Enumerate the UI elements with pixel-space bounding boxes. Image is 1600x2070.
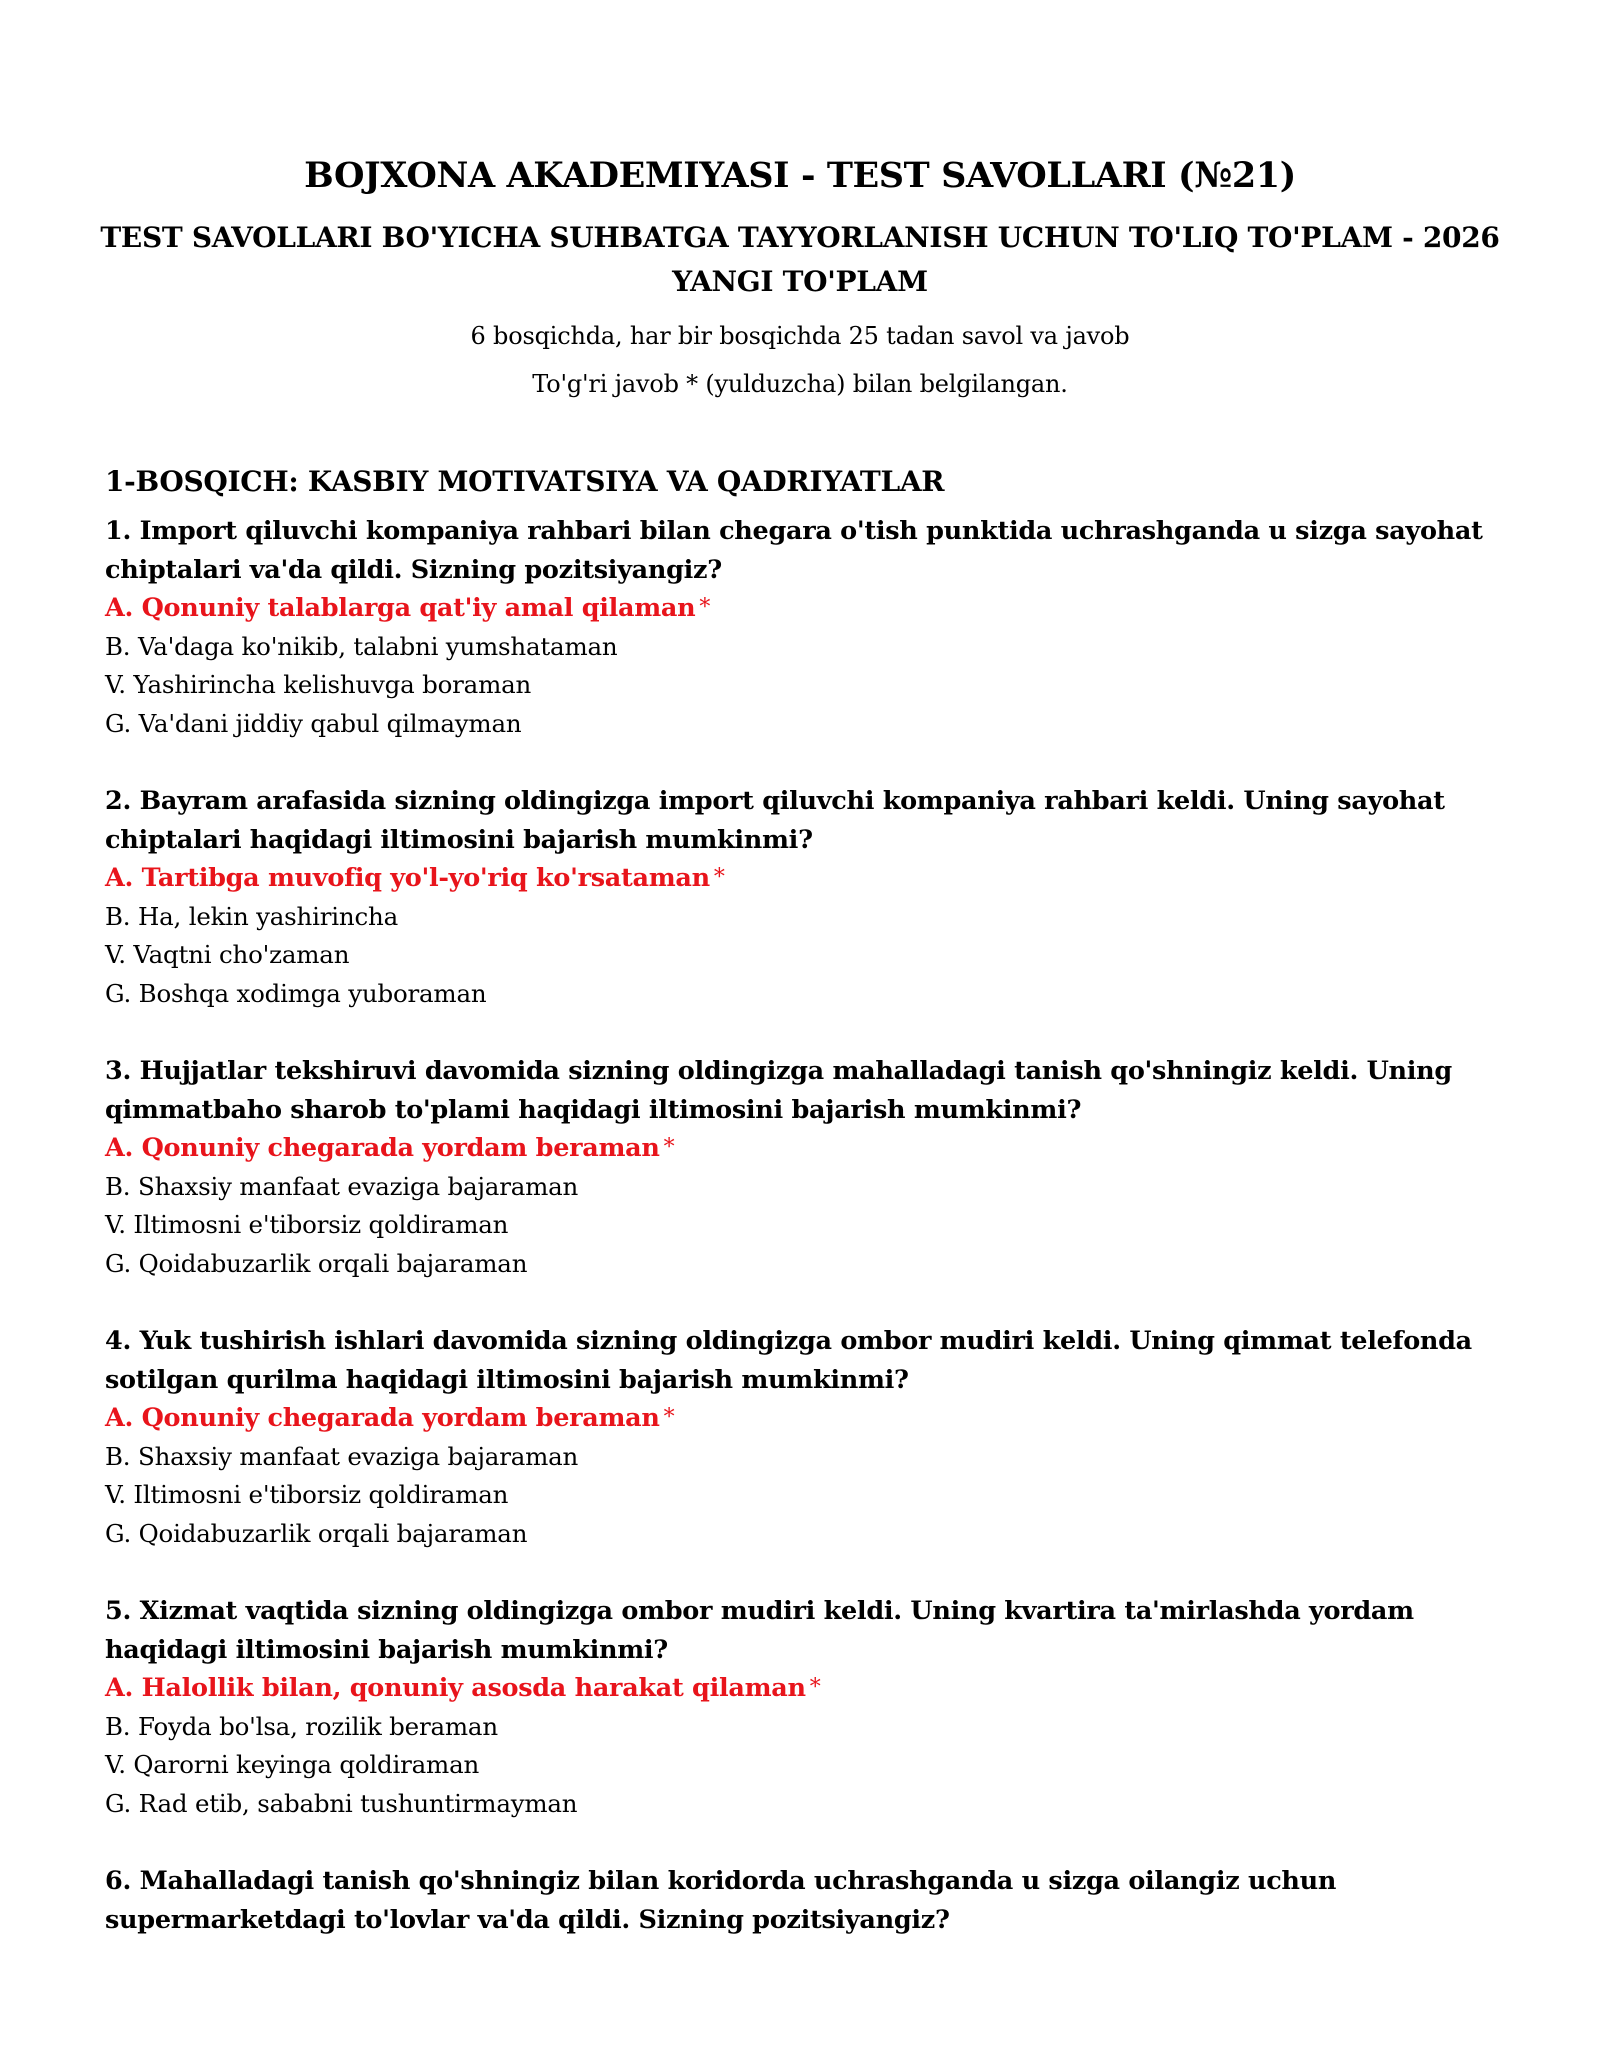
correct-answer-option [105,589,1505,628]
correct-marker: * [663,1135,675,1160]
question-text: 4. Yuk tushirish ishlari davomida sizning oldingizga ombor mudiri keldi. Uning qimmat telefonda sotilgan qurilma haqidagi iltimosini bajarish mumkinmi? [105,1326,1472,1395]
correct-marker: * [663,1405,675,1430]
question-text: 1. Import qiluvchi kompaniya rahbari bilan chegara o'tish punktida uchrashganda u sizga sayohat chiptalari va'da qildi. Sizning pozitsiyangiz? [105,516,1483,585]
correct-answer-option [105,1669,1505,1708]
answer-option: V. Iltimosni e'tiborsiz qoldiraman [105,1480,509,1509]
option-label: A. Qonuniy talablarga qat'iy amal qilaman [105,593,696,623]
question-text: 3. Hujjatlar tekshiruvi davomida sizning oldingizga mahalladagi tanish qo'shningiz keldi. Uning qimmatbaho sharob to'plami haqidagi iltimosini bajarish mumkinmi? [105,1056,1452,1125]
option-label: A. Halollik bilan, qonuniy asosda harakat qilaman [105,1673,806,1703]
correct-answer-option [105,859,1505,898]
answer-option: B. Va'daga ko'nikib, talabni yumshataman [105,631,618,661]
answer-option: B. Shaxsiy manfaat evaziga bajaraman [105,1171,579,1201]
question-item [105,1052,1505,1283]
question-item [105,1592,1505,1823]
answer-option: G. Boshqa xodimga yuboraman [105,978,487,1008]
question-text: 2. Bayram arafasida sizning oldingizga import qiluvchi kompaniya rahbari keldi. Uning sayohat chiptalari haqidagi iltimosini bajarish mumkinmi? [105,786,1445,855]
option-label: A. Qonuniy chegarada yordam beraman [105,1403,660,1433]
question-item [105,512,1505,743]
page-title: BOJXONA AKADEMIYASI - TEST SAVOLLARI (№21) [304,155,1296,196]
answer-option: V. Qarorni keyinga qoldiraman [105,1750,480,1779]
answer-option: B. Ha, lekin yashirincha [105,901,398,931]
correct-answer-option [105,1399,1505,1438]
option-label: A. Tartibga muvofiq yo'l-yo'riq ko'rsataman [105,863,710,893]
question-item [105,1322,1505,1553]
answer-option: V. Vaqtni cho'zaman [105,940,350,969]
answer-option: G. Va'dani jiddiy qabul qilmayman [105,708,522,738]
answer-option: G. Rad etib, sababni tushuntirmayman [105,1788,578,1818]
question-item [105,782,1505,1013]
question-list [105,460,1505,1939]
page-subtitle: TEST SAVOLLARI BO'YICHA SUHBATGA TAYYORLANISH UCHUN TO'LIQ TO'PLAM - 2026 YANGI TO'PLAM [100,221,1500,298]
question-item [105,1862,1505,1939]
answer-option: B. Shaxsiy manfaat evaziga bajaraman [105,1441,579,1471]
correct-answer-option [105,1129,1505,1168]
intro-note: 6 bosqichda, har bir bosqichda 25 tadan savol va javob [470,322,1130,350]
answer-key-note: To'g'ri javob * (yulduzcha) bilan belgilangan. [532,370,1068,398]
answer-option: G. Qoidabuzarlik orqali bajaraman [105,1518,528,1548]
answer-option: V. Yashirincha kelishuvga boraman [105,670,532,699]
correct-marker: * [809,1675,821,1700]
correct-marker: * [699,595,711,620]
question-text: 6. Mahalladagi tanish qo'shningiz bilan koridorda uchrashganda u sizga oilangiz uchun supermarketdagi to'lovlar va'da qildi. Sizning pozitsiyangiz? [105,1866,1337,1935]
answer-option: G. Qoidabuzarlik orqali bajaraman [105,1248,528,1278]
option-label: A. Qonuniy chegarada yordam beraman [105,1133,660,1163]
answer-option: V. Iltimosni e'tiborsiz qoldiraman [105,1210,509,1239]
question-text: 5. Xizmat vaqtida sizning oldingizga ombor mudiri keldi. Uning kvartira ta'mirlashda yordam haqidagi iltimosini bajarish mumkinmi? [105,1596,1414,1665]
section-title: 1-BOSQICH: KASBIY MOTIVATSIYA VA QADRIYATLAR [105,465,945,498]
answer-option: B. Foyda bo'lsa, rozilik beraman [105,1711,498,1741]
correct-marker: * [713,865,725,890]
